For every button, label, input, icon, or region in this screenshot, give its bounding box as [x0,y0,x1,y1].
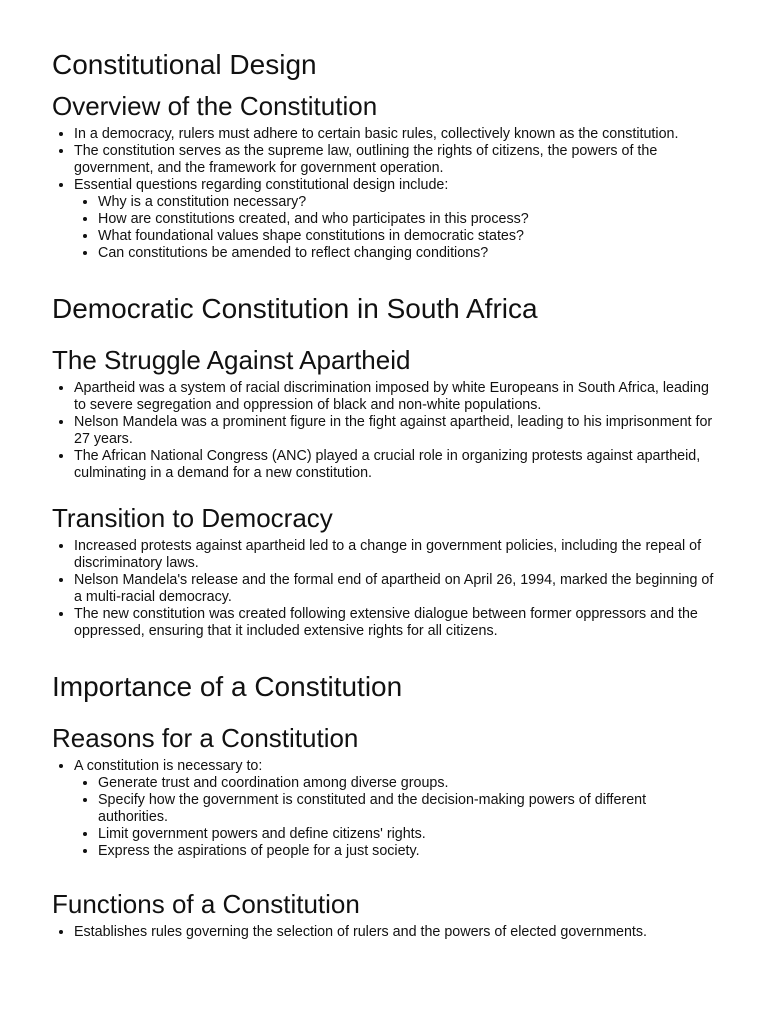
sublist-item: • Express the aspirations of people for a just society. [98,843,716,860]
section-overview [52,90,716,262]
sublist-item: • Limit government powers and define citizens' rights. [98,826,716,843]
list-item: • Apartheid was a system of racial discrimination imposed by white Europeans in South Africa, leading to severe segregation and oppression of black and non-white populations. [74,380,716,414]
list-item: • The new constitution was created following extensive dialogue between former oppressors and the oppressed, ensuring that it included extensive rights for all citizens. [74,606,716,640]
reasons-list [52,758,716,860]
heading-importance: Importance of a Constitution [52,671,403,702]
section-south-africa [52,292,716,640]
list-item: • Establishes rules governing the selection of rulers and the powers of elected governments. [74,924,716,941]
heading-reasons: Reasons for a Constitution [52,723,359,753]
list-item: • Nelson Mandela was a prominent figure in the fight against apartheid, leading to his imprisonment for 27 years. [74,414,716,448]
sublist-item: • Can constitutions be amended to reflect changing conditions? [98,245,716,262]
sublist-item: • Why is a constitution necessary? [98,194,716,211]
functions-list [52,924,716,941]
heading-struggle: The Struggle Against Apartheid [52,345,411,375]
list-item [74,758,716,860]
sublist-item: • Specify how the government is constituted and the decision-making powers of different authorities. [98,792,716,826]
list-item: • The constitution serves as the supreme law, outlining the rights of citizens, the powers of the government, and the framework for government operation. [74,143,716,177]
overview-sublist [74,194,716,262]
heading-functions: Functions of a Constitution [52,889,360,919]
page-title: Constitutional Design [52,49,317,80]
transition-list [52,538,716,640]
sublist-item: • Generate trust and coordination among diverse groups. [98,775,716,792]
heading-overview: Overview of the Constitution [52,91,378,121]
list-item: • The African National Congress (ANC) played a crucial role in organizing protests against apartheid, culminating in a demand for a new constitution. [74,448,716,482]
sublist-item: • How are constitutions created, and who participates in this process? [98,211,716,228]
sublist-item: • What foundational values shape constitutions in democratic states? [98,228,716,245]
list-item: • In a democracy, rulers must adhere to certain basic rules, collectively known as the constitution. [74,126,716,143]
overview-list [52,126,716,262]
list-item-text: Essential questions regarding constitutional design include: [74,177,449,193]
section-importance [52,670,716,941]
struggle-list [52,380,716,482]
heading-south-africa: Democratic Constitution in South Africa [52,293,538,324]
list-item [74,177,716,262]
list-item: • Nelson Mandela's release and the formal end of apartheid on April 26, 1994, marked the beginning of a multi-racial democracy. [74,572,716,606]
list-item: • Increased protests against apartheid led to a change in government policies, including the repeal of discriminatory laws. [74,538,716,572]
heading-transition: Transition to Democracy [52,503,333,533]
list-item-text: A constitution is necessary to: [74,758,263,774]
reasons-sublist [74,775,716,860]
